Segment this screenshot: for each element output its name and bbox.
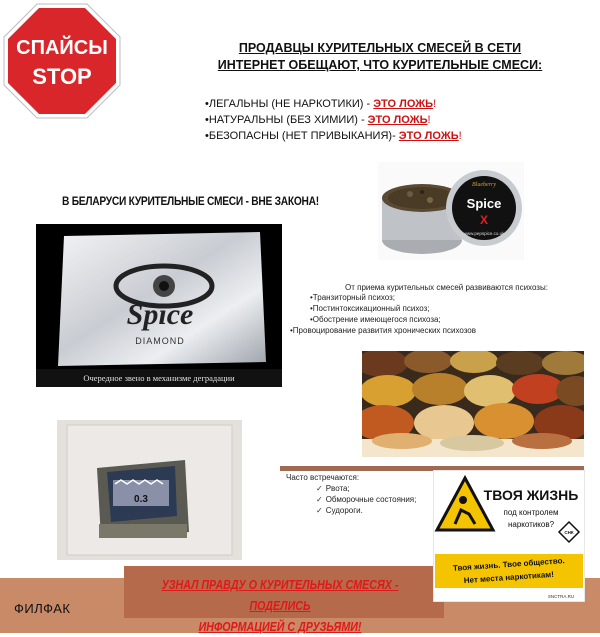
checkmark-icon: ✓ [316, 506, 323, 515]
warning-slogan2: Нет места наркотикам! [463, 569, 555, 586]
symptom-item: ✓ Обморочные состояния; [316, 495, 417, 504]
psychosis-item: •Обострение имеющегося психоза; [310, 315, 441, 324]
claim-item: •БЕЗОПАСНЫ (НЕТ ПРИВЫКАНИЯ)- ЭТО ЛОЖЬ! [205, 130, 462, 142]
warning-line2: под контролем [503, 508, 559, 517]
checkmark-icon: ✓ [316, 495, 323, 504]
spices-photo [362, 351, 584, 457]
claims-list [205, 96, 462, 144]
headline-line2: ИНТЕРНЕТ ОБЕЩАЮТ, ЧТО КУРИТЕЛЬНЫЕ СМЕСИ: [217, 58, 543, 72]
faculty-label: ФИЛФАК [14, 601, 71, 616]
packet-brand: Spice [126, 298, 194, 331]
warning-site: SNCTRA.RU [547, 594, 575, 599]
share-message: УЗНАЛ ПРАВДУ О КУРИТЕЛЬНЫХ СМЕСЯХ - ПОДЕЛИСЬ ИНФОРМАЦИЕЙ С ДРУЗЬЯМИ! [161, 577, 399, 634]
warning-line3: наркотиков? [507, 520, 555, 529]
headline [200, 40, 560, 74]
lie-label: ЭТО ЛОЖЬ [373, 98, 434, 110]
stop-sign-line2: STOP [32, 64, 92, 89]
claim-item: •НАТУРАЛЬНЫ (БЕЗ ХИМИИ) - ЭТО ЛОЖЬ! [205, 114, 431, 126]
checkmark-icon: ✓ [316, 484, 323, 493]
spice-packet-photo [36, 224, 282, 387]
claim-item: •ЛЕГАЛЬНЫ (НЕ НАРКОТИКИ) - ЭТО ЛОЖЬ! [205, 98, 437, 110]
psychosis-intro: От приема курительных смесей развиваются психозы: [345, 283, 548, 292]
warning-slogan1: Твоя жизнь. Твое общество. [452, 556, 566, 573]
symptom-item: ✓ Рвота; [316, 484, 350, 493]
symptom-item: ✓ Судороги. [316, 506, 363, 515]
warning-title: ТВОЯ ЖИЗНЬ [483, 487, 579, 503]
jar-mark: X [479, 213, 489, 227]
symptoms-box [286, 472, 416, 516]
bag-label: 0.3 [134, 494, 148, 505]
packet-sub: DIAMOND [135, 336, 185, 346]
packet-caption: Очередное звено в механизме деградации [83, 373, 235, 383]
jar-brand: Spice [466, 196, 502, 211]
psychosis-item: •Транзиторный психоз; [310, 293, 395, 302]
lie-label: ЭТО ЛОЖЬ [367, 114, 428, 126]
warning-badge: СНК [564, 530, 574, 535]
spice-jar-photo [378, 162, 524, 260]
warning-sign [433, 470, 585, 602]
psychosis-item: •Провоцирование развития хронических психозов [290, 326, 476, 335]
psychosis-list [290, 292, 476, 336]
drug-bag-photo [57, 420, 242, 560]
headline-line1: ПРОДАВЦЫ КУРИТЕЛЬНЫХ СМЕСЕЙ В СЕТИ [238, 41, 522, 55]
jar-top-label: Blueberry [472, 182, 496, 188]
belarus-header: В БЕЛАРУСИ КУРИТЕЛЬНЫЕ СМЕСИ - ВНЕ ЗАКОНА! [62, 194, 319, 208]
lie-label: ЭТО ЛОЖЬ [398, 130, 459, 142]
jar-url: www.pepspice.co.uk [463, 231, 505, 236]
psychosis-item: •Постинтоксикационный психоз; [310, 304, 430, 313]
stop-sign [2, 2, 122, 120]
stop-sign-line1: СПАЙСЫ [16, 37, 108, 59]
symptoms-title: Часто встречаются: [286, 473, 360, 482]
